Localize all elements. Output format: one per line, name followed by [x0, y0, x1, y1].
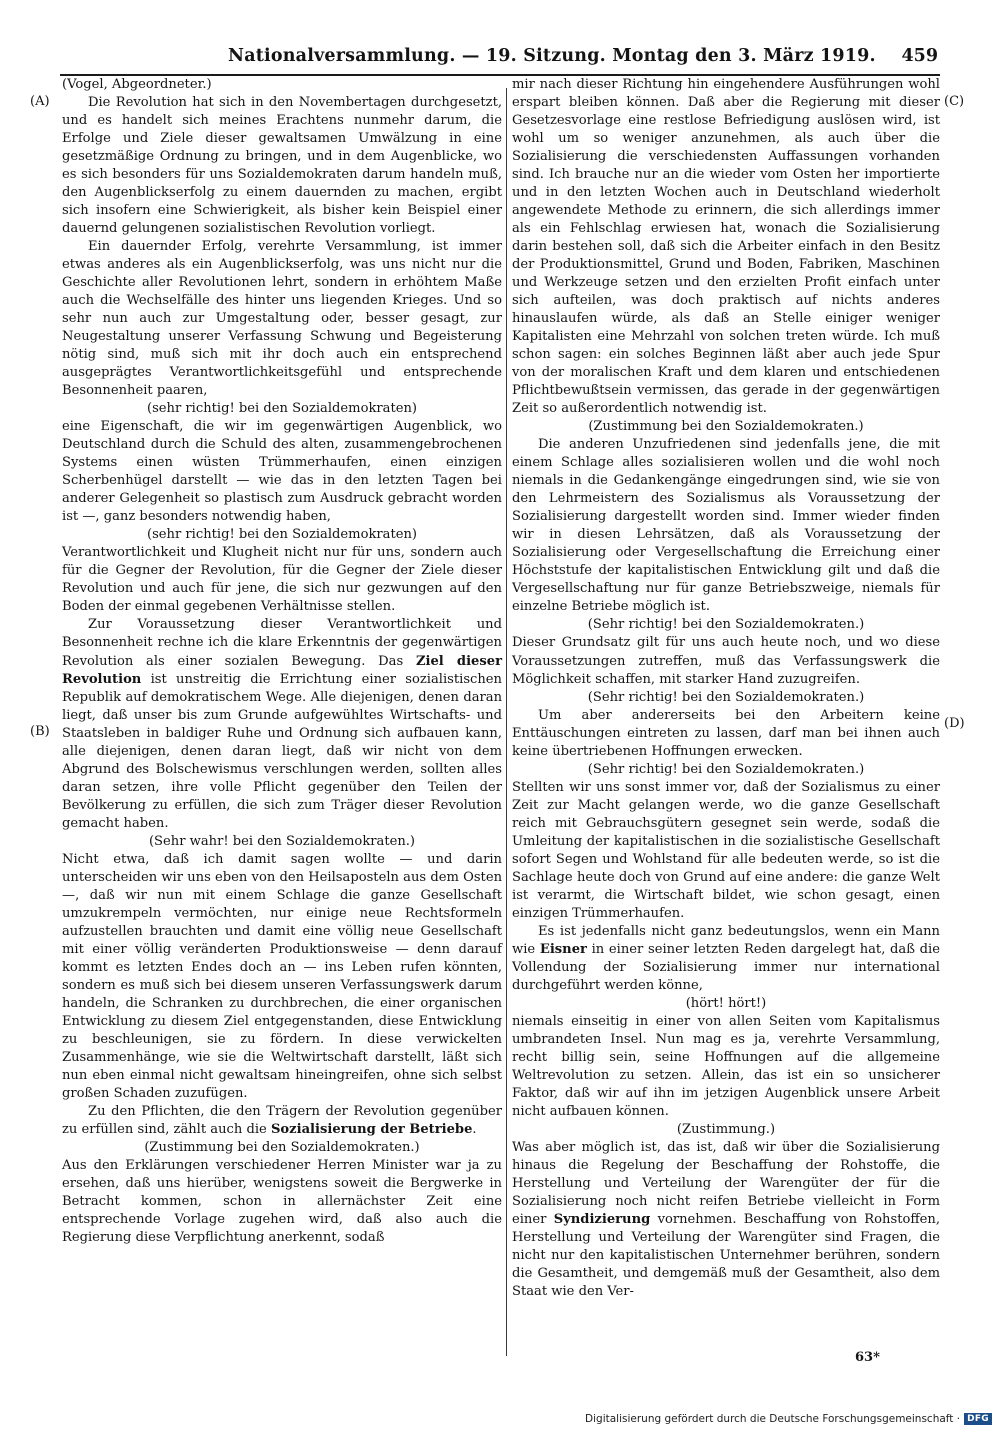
paragraph-text: (sehr richtig! bei den Sozialdemokraten)	[146, 401, 418, 417]
paragraph	[512, 76, 940, 418]
paragraph-text: Zur Voraussetzung dieser Verantwortlichkeit und Besonnenheit rechne ich die klare Erkenntnis der gegenwärtigen Revolution als einer sozialen Bewegung. Das	[62, 617, 502, 669]
paragraph-text: (Sehr richtig! bei den Sozialdemokraten.)	[587, 761, 865, 777]
margin-marker-d: (D)	[944, 716, 965, 731]
paragraph	[512, 1013, 940, 1121]
emphasized-term: Sozialisierung der Betriebe	[270, 1121, 473, 1137]
emphasized-term: Eisner	[539, 941, 587, 957]
paragraph-text: Verantwortlichkeit und Klugheit nicht nur für uns, sondern auch für die Gegner der Revolution, für die Gegner der Ziele dieser Revolution und auch für jene, die sich nur gezwungen auf den Boden der einmal gegebenen Verhältnisse stellen.	[62, 545, 502, 615]
paragraph-text: Die Revolution hat sich in den Novembertagen durchgesetzt, und es handelt sich meines Erachtens nunmehr darum, die Erfolge und Ziele dieser gewaltsamen Umwälzung in eine gesetzmäßige Ordnung zu bringen, und in dem Augenblicke, wo es sich besonders für uns Sozialdemokraten darum handeln muß, den Augenblickserfolg zu einem dauernden zu machen, ergibt sich insofern eine Schwierigkeit, als bisher kein Beispiel einer dauernd gelungenen sozialistischen Revolution vorliegt.	[62, 95, 502, 237]
paragraph	[62, 94, 502, 238]
paragraph-text: Nicht etwa, daß ich damit sagen wollte — und darin unterscheiden wir uns eben von den Heilsaposteln aus dem Osten —, daß wir nun mit einem Schlage die ganze Gesellschaft umzukrempeln vermöchten, nur einige neue Rechtsformeln aufzustellen brauchten und damit eine völlig neue Gesellschaft mit einer völlig veränderten Produktionsweise — denn darauf kommt es letzten Endes doch an — ins Leben rufen könnten, sondern es muß sich bei diesem unseren Verfassungswerk darum handeln, die Schranken zu durchbrechen, die einer organischen Entwicklung zu diesem Ziel entgegenstanden, diese Entwicklung zu beschleunigen, sie zu fördern. In diese verwickelten Zusammenhänge, wie sie die Weltwirtschaft darstellt, läßt sich nun eben einmal nicht gewaltsam hineingreifen, ohne sich selbst großen Schaden zuzufügen.	[62, 851, 502, 1101]
paragraph	[62, 238, 502, 400]
paragraph-text: Ein dauernder Erfolg, verehrte Versammlung, ist immer etwas anderes als ein Augenblickserfolg, was uns nicht nur die Geschichte aller Revolutionen lehrt, sondern in erhöhtem Maße auch die Wechselfälle des hinter uns liegenden Krieges. Und so sehr nun auch zur Umgestaltung oder, besser gesagt, zur Neugestaltung unserer Verfassung Schwung und Begeisterung nötig sind, muß sich mit ihr doch auch ein entsprechend ausgeprägtes Verantwortlichkeitsgefühl und entsprechende Besonnenheit paaren,	[62, 239, 502, 399]
paragraph	[62, 851, 502, 1103]
margin-marker-b: (B)	[30, 724, 50, 739]
paragraph-text: Zu den Pflichten, die den Trägern der Revolution gegenüber zu erfüllen sind, zählt auch die	[62, 1103, 502, 1137]
column-divider	[506, 88, 507, 1356]
paragraph-text: Stellten wir uns sonst immer vor, daß der Sozialismus zu einer Zeit zur Macht gelangen werde, wo die ganze Gesellschaft reich mit Gebrauchsgütern gesegnet sein werde, sodaß die Umleitung der kapitalistischen in die sozialistische Gesellschaft sofort Segen und Wohlstand für alle bedeuten werde, so ist die Sachlage heute doch von Grund auf eine andere: die ganze Welt ist verarmt, die Wirtschaft bildet, wie schon gesagt, einen einzigen Trümmerhaufen.	[512, 779, 940, 921]
paragraph-text: Die anderen Unzufriedenen sind jedenfalls jene, die mit einem Schlage alles sozialisieren wollen und die wohl noch niemals in die Gedankengänge eingedrungen sind, wie sie von den Lehrmeistern des Sozialismus als Voraussetzung der Sozialisierung dargestellt worden sind. Immer wieder finden wir in diesen Lehrsätzen, daß als Voraussetzung der Sozialisierung oder Vergesellschaftung die Erreichung einer Höchststufe der kapitalistischen Entwicklung gilt und daß die Vergesellschaftung nur für ganze Betriebszweige, niemals für einzelne Betriebe möglich ist.	[512, 437, 940, 615]
paragraph	[62, 616, 502, 832]
paragraph	[62, 1157, 502, 1247]
paragraph	[512, 923, 940, 995]
paragraph	[62, 544, 502, 616]
right-column	[512, 76, 940, 1301]
paragraph	[512, 436, 940, 616]
interjection	[512, 1121, 940, 1139]
paragraph-text: (Sehr wahr! bei den Sozialdemokraten.)	[148, 833, 416, 849]
emphasized-term: Syndizierung	[553, 1211, 651, 1227]
margin-marker-a: (A)	[30, 94, 50, 109]
paragraph	[512, 634, 940, 688]
dfg-logo-icon: DFG	[964, 1413, 992, 1425]
paragraph	[512, 779, 940, 923]
paragraph	[62, 1103, 502, 1139]
speaker-label	[62, 76, 502, 94]
paragraph-text: Um aber andererseits bei den Arbeitern keine Enttäuschungen eintreten zu lassen, darf man bei ihnen auch keine übertriebenen Hoffnungen erwecken.	[512, 707, 940, 759]
footer-text: Digitalisierung gefördert durch die Deutsche Forschungsgemeinschaft ·	[585, 1413, 961, 1425]
interjection	[62, 833, 502, 851]
paragraph-text: (Zustimmung.)	[676, 1121, 776, 1137]
interjection	[62, 526, 502, 544]
paragraph-text: (Vogel, Abgeordneter.)	[62, 77, 212, 92]
paragraph-text: Dieser Grundsatz gilt für uns auch heute noch, und wo diese Voraussetzungen zutreffen, muß das Verfassungswerk die Möglichkeit schaffen, mit starker Hand zuzugreifen.	[512, 635, 940, 687]
interjection	[512, 616, 940, 634]
paragraph	[512, 1139, 940, 1301]
paragraph-text: (sehr richtig! bei den Sozialdemokraten)	[146, 527, 418, 543]
header-title: Nationalversammlung. — 19. Sitzung. Montag den 3. März 1919.	[228, 46, 876, 66]
interjection	[512, 418, 940, 436]
running-header	[60, 40, 940, 76]
interjection	[512, 689, 940, 707]
signature-mark: 63*	[855, 1350, 880, 1365]
left-column	[62, 76, 502, 1247]
footer-credit	[585, 1413, 992, 1425]
interjection	[62, 400, 502, 418]
paragraph-text: in einer seiner letzten Reden dargelegt hat, daß die Vollendung der Sozialisierung immer nur international durchgeführt werden könne,	[512, 941, 940, 993]
paragraph	[512, 707, 940, 761]
paragraph-text: (Sehr richtig! bei den Sozialdemokraten.)	[587, 689, 865, 705]
paragraph-text: eine Eigenschaft, die wir im gegenwärtigen Augenblick, wo Deutschland durch die Schuld des alten, zusammengebrochenen Systems einen wüsten Trümmerhaufen, einen einzigen Scherbenhügel darstellt — wie das in den letzten Tagen bei anderer Gelegenheit so plastisch zum Ausdruck gebracht worden ist —, ganz besonders notwendig haben,	[62, 419, 502, 525]
paragraph-text: .	[472, 1121, 477, 1137]
paragraph-text: Es ist jedenfalls nicht ganz bedeutungslos, wenn ein Mann wie	[512, 923, 940, 957]
interjection	[512, 761, 940, 779]
interjection	[62, 1139, 502, 1157]
interjection	[512, 995, 940, 1013]
paragraph-text: niemals einseitig in einer von allen Seiten vom Kapitalismus umbrandeten Insel. Nun mag es ja, verehrte Versammlung, recht billig sein, seine Hoffnungen auf die allgemeine Weltrevolution zu setzen. Allein, das ist ein so unsicherer Faktor, daß wir auf ihn im jetzigen Augenblick unsere Arbeit nicht aufbauen können.	[512, 1013, 940, 1119]
paragraph-text: Was aber möglich ist, das ist, daß wir über die Sozialisierung hinaus die Regelung der Beschaffung der Rohstoffe, die Herstellung und Verteilung der Warengüter der für die Sozialisierung noch nicht reifen Betriebe vielleicht in Form einer	[512, 1139, 940, 1227]
paragraph-text: (Sehr richtig! bei den Sozialdemokraten.)	[587, 617, 865, 633]
paragraph	[62, 418, 502, 526]
paragraph-text: Aus den Erklärungen verschiedener Herren Minister war ja zu ersehen, daß uns hierüber, wenigstens soweit die Bergwerke in Betracht kommen, schon in allernächster Zeit eine entsprechende Vorlage zugehen wird, daß also auch die Regierung diese Verpflichtung anerkennt, sodaß	[62, 1157, 502, 1245]
paragraph-text: (Zustimmung bei den Sozialdemokraten.)	[588, 419, 864, 435]
paragraph-text: mir nach dieser Richtung hin eingehendere Ausführungen wohl erspart bleiben können. Daß aber die Regierung mit dieser Gesetzesvorlage eine restlose Befriedigung auslösen wird, ist wohl um so weniger anzunehmen, als auch über die Sozialisierung die verschiedensten Auffassungen vorhanden sind. Ich brauche nur an die wieder vom Osten her importierte und in den letzten Wochen auch in Deutschland wiederholt angewendete Methode zu erinnern, die sich allerdings immer als ein Fehlschlag erwiesen hat, wonach die Sozialisierung darin bestehen soll, daß sich die Arbeiter einfach in den Besitz der Produktionsmittel, Grund und Boden, Fabriken, Maschinen und Werkzeuge setzen und den erzielten Profit einfach unter sich aufteilen, was doch praktisch auf nichts anderes hinauslaufen würde, als daß an Stelle einiger weniger Kapitalisten eine Mehrzahl von solchen treten würde. Ich muß schon sagen: ein solches Beginnen läßt aber auch jede Spur von der moralischen Kraft und dem klaren und entschiedenen Pflichtbewußtsein vermissen, das gerade in der gegenwärtigen Zeit so außerordentlich notwendig ist.	[512, 77, 940, 417]
paragraph-text: (hört! hört!)	[685, 995, 767, 1011]
margin-marker-c: (C)	[944, 94, 965, 109]
paragraph-text: vornehmen. Beschaffung von Rohstoffen, Herstellung und Verteilung der Warengüter sind Fragen, die nicht nur den kapitalistischen Unternehmer berühren, sondern die Gesamtheit, und demgemäß muß der Gesamtheit, also dem Staat wie den Ver-	[512, 1211, 940, 1300]
emphasized-term: Ziel dieser Revolution	[62, 653, 502, 687]
paragraph-text: ist unstreitig die Errichtung einer sozialistischen Republik auf demokratischem Wege. Alle diejenigen, denen daran liegt, daß unser bis zum Grunde aufgewühltes Wirtschafts- und Staatsleben in baldiger Ruhe und Ordnung sich aufbauen kann, alle diejenigen, denen daran liegt, daß wir nicht von dem Abgrund des Bolschewismus verschlungen werden, sollten alles daran setzen, ihre volle Pflicht gegenüber den Teilen der Bevölkerung zu erfüllen, die sich zum Träger dieser Revolution gemacht haben.	[62, 671, 502, 831]
page-number: 459	[901, 46, 938, 66]
paragraph-text: (Zustimmung bei den Sozialdemokraten.)	[144, 1139, 420, 1155]
